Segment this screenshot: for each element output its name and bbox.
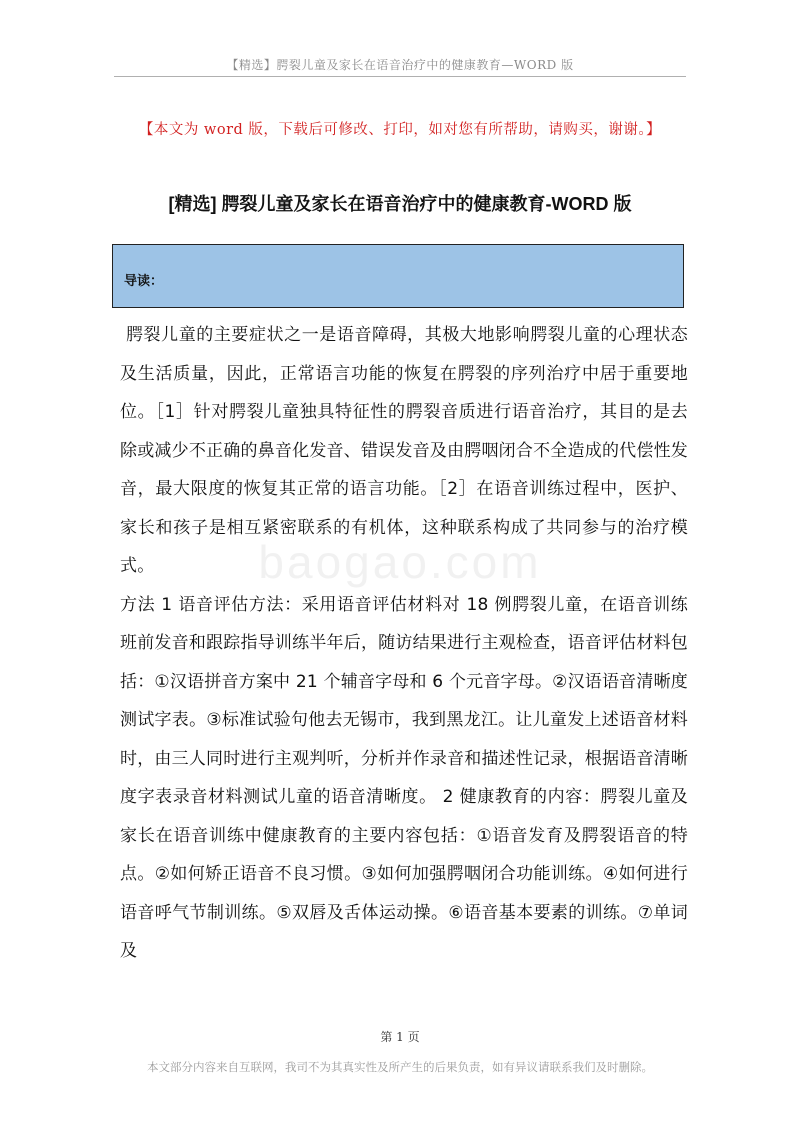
guide-box [112,244,684,308]
header-divider [114,76,686,77]
guide-label: 导读： [124,274,164,289]
document-title: [精选] 腭裂儿童及家长在语音治疗中的健康教育-WORD 版 [168,194,632,214]
word-version-notice: 【本文为 word 版，下载后可修改、打印，如对您有所帮助，请购买，谢谢。】 [138,122,662,138]
body-paragraph: 方法 1 语音评估方法：采用语音评估材料对 18 例腭裂儿童，在语音训练班前发音和跟踪指导训练半年后，随访结果进行主观检查，语音评估材料包括：①汉语拼音方案中 21 个辅音字母和 6 个元音字母。②汉语语音清晰度测试字表。③标准试验句他去无锡市，我到黑龙江。让儿童发上述语音材料时，由三人同时进行主观判听，分析并作录音和描述性记录，根据语音清晰度字表录音材料测试儿童的语音清晰度。 2 健康教育的内容：腭裂儿童及家长在语音训练中健康教育的主要内容包括：①语音发育及腭裂语音的特点。②如何矫正语音不良习惯。③如何加强腭咽闭合功能训练。④如何进行语音呼气节制训练。⑤双唇及舌体运动操。⑥语音基本要素的训练。⑦单词及 [120,594,688,961]
body-paragraph [120,316,688,586]
document-body [120,316,688,971]
body-paragraph-text: 腭裂儿童的主要症状之一是语音障碍，其极大地影响腭裂儿童的心理状态及生活质量，因此，正常语言功能的恢复在腭裂的序列治疗中居于重要地位。［1］针对腭裂儿童独具特征性的腭裂音质进行语音治疗，其目的是去除或减少不正确的鼻音化发音、错误发音及由腭咽闭合不全造成的代偿性发音，最大限度的恢复其正常的语言功能。［2］在语音训练过程中，医护、家长和孩子是相互紧密联系的有机体，这种联系构成了共同参与的治疗模式。 [120,325,688,576]
page-number: 第 1 页 [380,1030,420,1044]
watermark-text: baogao.com [258,536,542,588]
page-header: 【精选】腭裂儿童及家长在语音治疗中的健康教育—WORD 版 [226,58,574,72]
footer-disclaimer: 本文部分内容来自互联网，我司不为其真实性及所产生的后果负责，如有异议请联系我们及时删除。 [147,1060,653,1074]
